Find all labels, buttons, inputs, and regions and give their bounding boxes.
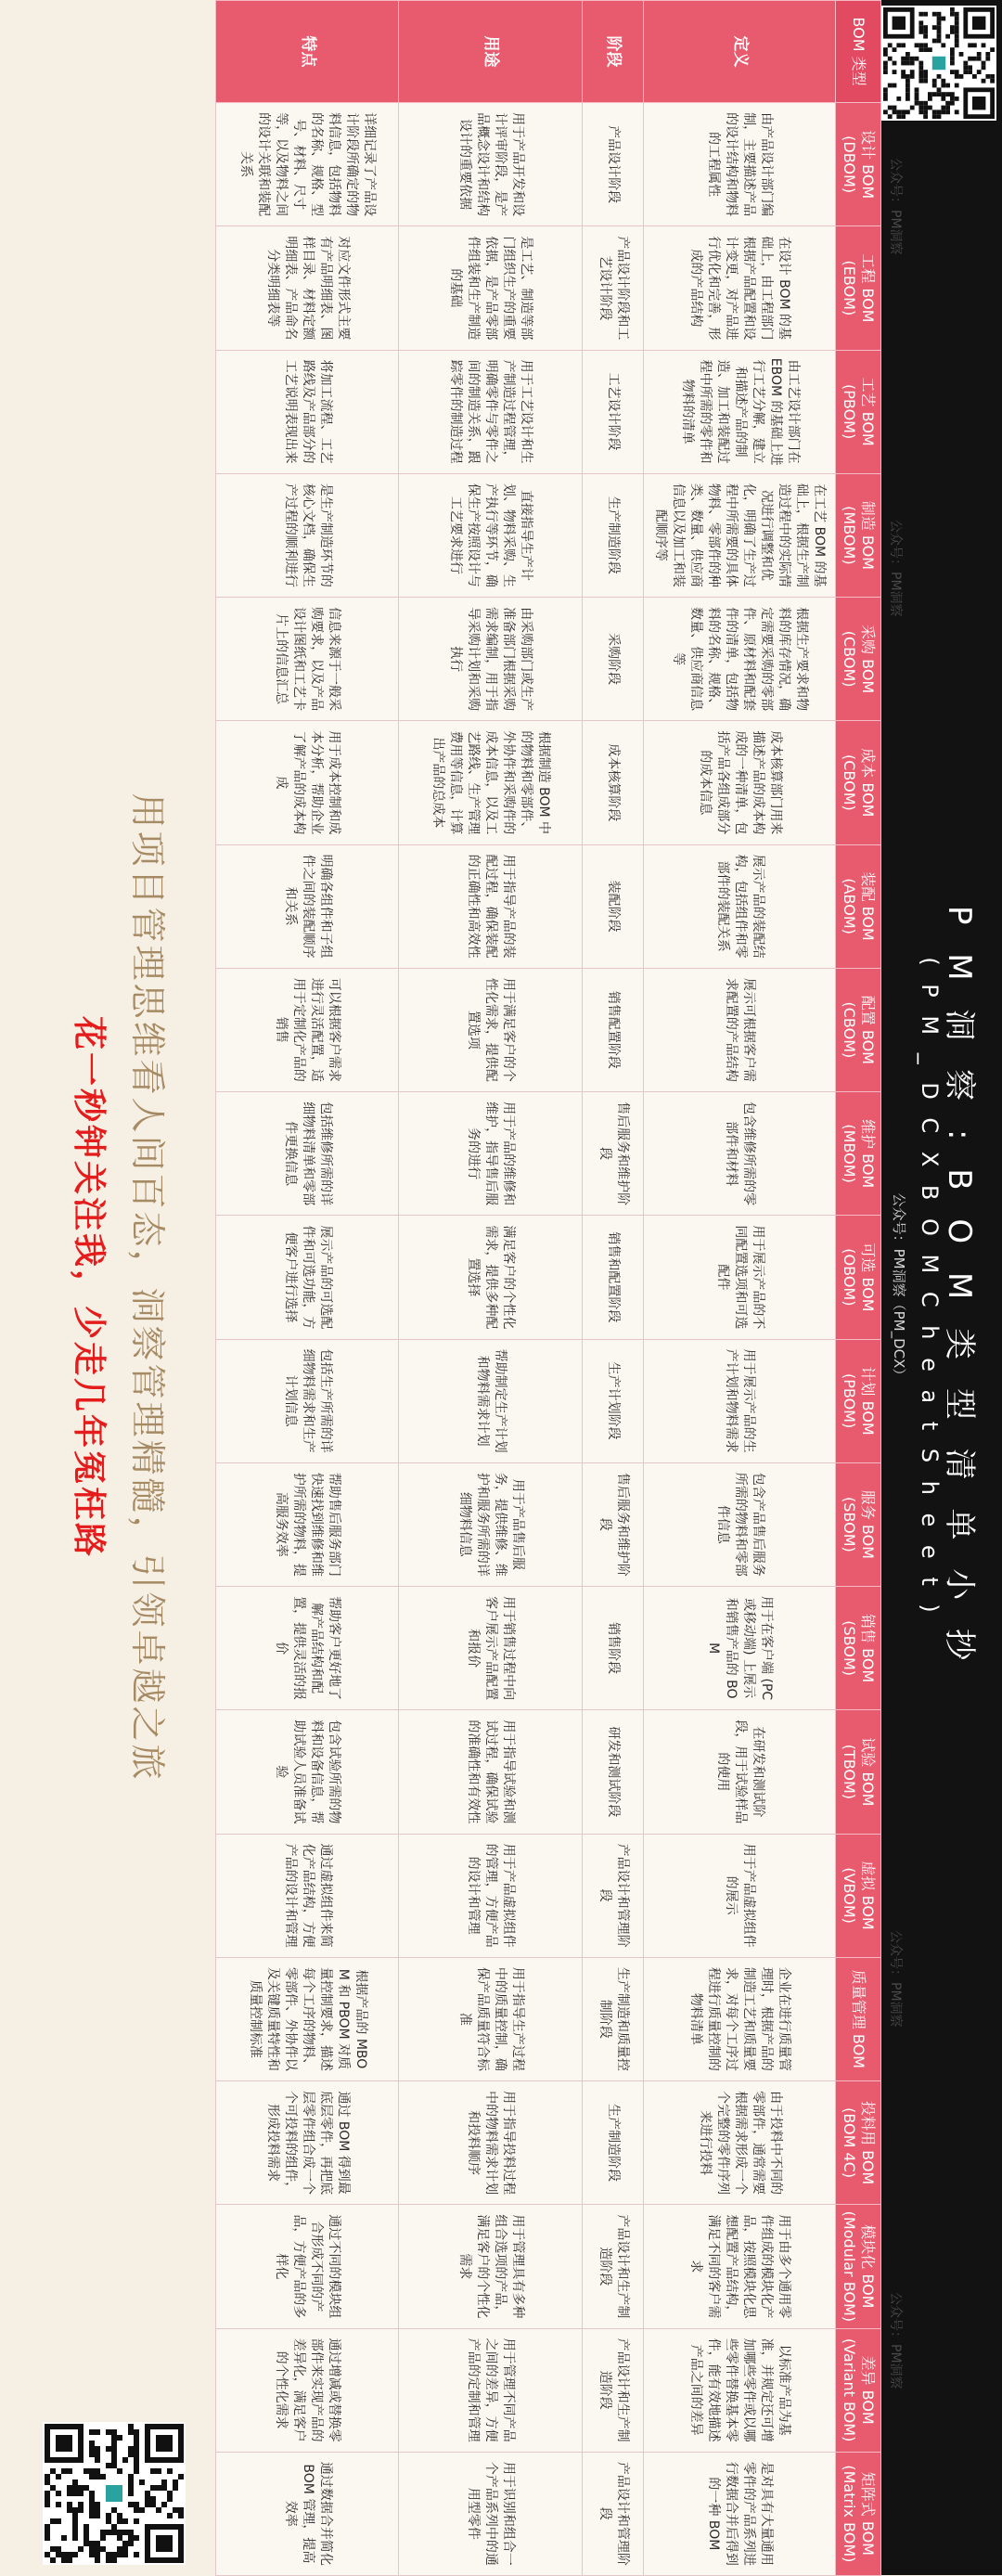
table-cell: 工艺设计阶段 [582, 350, 643, 473]
table-cell: 用于产品虚拟组件的展示 [644, 1834, 836, 1957]
table-cell: 由采购部门或生产准备部门根据采购需求编制，用于指导采购计划和采购执行 [399, 598, 582, 721]
table-row [644, 1, 836, 2576]
column-header: 销售 BOM (SBOM) [836, 1587, 881, 1710]
table-cell: 展示产品的装配结构，包括组件和零部件的装配关系 [644, 844, 836, 968]
column-header: 装配 BOM (ABOM) [836, 844, 881, 968]
table-cell: 用于满足客户的个性化需求，提供配置选项 [399, 968, 582, 1091]
table-cell: 用于管理具有多种组合选项的产品，满足客户的个性化需求 [399, 2205, 582, 2328]
column-header: 模块化 BOM (Modular BOM) [836, 2205, 881, 2328]
table-cell: 由工艺设计部门在 EBOM 的基础上进行工艺分解，建立和描述产品的制造、加工和装配过程中所需的零件和物料的清单 [644, 350, 836, 473]
table-cell: 通过增减或替换零部件来实现产品的差异化，满足客户的个性化需求 [216, 2328, 399, 2452]
table-cell: 用于指导产品的装配过程，确保装配的正确性和高效性 [399, 844, 582, 968]
table-cell: 在设计 BOM 的基础上，由工程部门根据产品配置和设计变更，对产品进行优化和完善，形成的产品结构 [644, 226, 836, 350]
table-cell: 帮助售后服务部门快速找到维修和维护所需的物料，提高服务效率 [216, 1462, 399, 1586]
slogan-main: 用项目管理思维看人间百态，洞察管理精髓，引领卓越之旅 [127, 792, 168, 1783]
watermark: 公众号：PM洞察 [888, 158, 903, 255]
table-cell: 用于管理不同产品之间的差异，方便产品的定制和管理 [399, 2328, 582, 2452]
table-cell: 用于由多个通用零件组成的模块化产品，按照模块化思想配置产品结构，满足不同的客户需求 [644, 2205, 836, 2328]
table-cell: 根据生产要求和物料的库存情况，确定需要采购的零部件、原材料和配套件的清单，包括物料的名称、规格、数量、供应商信息等 [644, 598, 836, 721]
table-cell: 帮助制定生产计划和物料需求计划 [399, 1339, 582, 1462]
table-cell: 销售和配置阶段 [582, 1216, 643, 1339]
table-cell: 用于销售过程中向客户展示产品配置和报价 [399, 1587, 582, 1710]
table-cell: 用于产品开发和设计评审阶段，是产品概念设计和结构设计的重要依据 [399, 103, 582, 226]
table-cell: 用于展示产品的生产计划和物料需求 [644, 1339, 836, 1462]
table-cell: 产品设计和管理阶段 [582, 2452, 643, 2575]
column-header: 配置 BOM (CBOM) [836, 968, 881, 1091]
column-header: 设计 BOM (DBOM) [836, 103, 881, 226]
column-header: 投料用 BOM (BOM 4C) [836, 2081, 881, 2205]
table-cell: 用于成本控制和成本分析，帮助企业了解产品的成本构成 [216, 721, 399, 844]
table-cell: 成本核算阶段 [582, 721, 643, 844]
row-header: 特点 [216, 1, 399, 103]
table-cell: 对应文件形式主要有产品明细表、图样目录、材料定额明细表、产品命名分类明细表等 [216, 226, 399, 350]
column-header: 采购 BOM (CBOM) [836, 598, 881, 721]
table-cell: 展示可根据客户需求配置的产品结构 [644, 968, 836, 1091]
table-cell: 产品设计阶段和工艺设计阶段 [582, 226, 643, 350]
table-cell: 在研发和测试阶段，用于试验样品的使用 [644, 1710, 836, 1834]
table-row [399, 1, 582, 2576]
table-cell: 用于产品售后服务，提供维修、维护和服务所需的详细物料信息 [399, 1462, 582, 1586]
table-cell: 装配阶段 [582, 844, 643, 968]
table-cell: 包含维修所需的零部件和材料 [644, 1092, 836, 1216]
table-cell: 生产制造阶段 [582, 2081, 643, 2205]
table-cell: 包括生产所需的详细物料需求和生产计划信息 [216, 1339, 399, 1462]
table-header-row [836, 1, 881, 2576]
table-cell: 是工艺、制造等部门组织生产的重要依据，是产品零部件组装和生产制造的基础 [399, 226, 582, 350]
table-cell: 是对具有大量通用零件的产品系列进行数据合并后得到的一种 BOM [644, 2452, 836, 2575]
table-cell: 用于产品虚拟组件的管理，方便产品的设计和管理 [399, 1834, 582, 1957]
table-cell: 用于指导生产过程中的质量控制，确保产品质量符合标准 [399, 1957, 582, 2080]
table-cell: 以标准产品为基准，并规定还可增加哪些零件或以哪些零件替换基本零件，能有效地描述产品之间的差异 [644, 2328, 836, 2452]
table-row [216, 1, 399, 2576]
column-header: 计划 BOM (PBOM) [836, 1339, 881, 1462]
table-cell: 用于产品的维修和维护，指导售后服务的进行 [399, 1092, 582, 1216]
table-cell: 用于工艺设计和生产制造过程管理，明确零件与零件之间的制造关系，跟踪零件的制造过程 [399, 350, 582, 473]
column-header: 维护 BOM (MBOM) [836, 1092, 881, 1216]
table-cell: 可以根据客户需求进行灵活配置，适用于定制化产品的销售 [216, 968, 399, 1091]
row-header: 用途 [399, 1, 582, 103]
table-cell: 用于在客户端 (PC 或移动端) 上展示和销售产品的 BOM [644, 1587, 836, 1710]
column-header: 制造 BOM (MBOM) [836, 473, 881, 597]
table-cell: 根据制造 BOM 中的物料和零部件、外协件和采购件的成本信息，以及工艺路线、生产管理费用等信息，计算出产品的总成本 [399, 721, 582, 844]
column-header: 虚拟 BOM (VBOM) [836, 1834, 881, 1957]
table-cell: 用于识别和组合一个产品系列中的通用型零件 [399, 2452, 582, 2575]
table-cell: 生产计划阶段 [582, 1339, 643, 1462]
table-cell: 展示产品的可选配件和可选功能，方便客户进行选择 [216, 1216, 399, 1339]
column-header: 工程 BOM (EBOM) [836, 226, 881, 350]
table-cell: 生产制造阶段 [582, 473, 643, 597]
row-header: 定义 [644, 1, 836, 103]
table-cell: 包括维修所需的详细物料清单和零部件更换信息 [216, 1092, 399, 1216]
qr-code-bottom [43, 2422, 186, 2565]
table-cell: 由于投料中不同的零部件，通常需要根据需求形成一个个完整的零件序列来进行投料 [644, 2081, 836, 2205]
column-header: 成本 BOM (CBOM) [836, 721, 881, 844]
table-cell: 满足客户的个性化需求，提供多种配置选择 [399, 1216, 582, 1339]
table-cell: 采购阶段 [582, 598, 643, 721]
table-cell: 根据产品的 MBOM 和 PBOM 对质量控制要求，描述每个工序的物料、零部件、外协件以及关键质量特性和质量控制标准 [216, 1957, 399, 2080]
table-cell: 产品设计和生产制造阶段 [582, 2328, 643, 2452]
column-header: 工艺 BOM (PBOM) [836, 350, 881, 473]
watermark: 公众号：PM洞察 [888, 520, 903, 617]
table-cell: 详细记录了产品设计阶段所确定的物料信息，包括物料的名称、规格、型号、材料、尺寸等，以及物料之间的设计关联和装配关系 [216, 103, 399, 226]
table-cell: 通过数据合并简化 BOM 管理，提高效率 [216, 2452, 399, 2575]
table-cell: 生产制造和质量控制阶段 [582, 1957, 643, 2080]
table-cell: 包含试验所需的物料和设备信息，帮助试验人员准备试验 [216, 1710, 399, 1834]
page-title: P M 洞 察 : B O M 类 型 清 单 小 抄 [941, 905, 978, 1670]
table-cell: 售后服务和维护阶段 [582, 1092, 643, 1216]
watermark: 公众号：PM洞察 [888, 1930, 903, 2028]
bom-type-table [215, 0, 881, 2576]
table-cell: 用于指导试验和测试过程，确保试验的准确性和有效性 [399, 1710, 582, 1834]
table-cell: 包含产品售后服务所需的物料和零部件信息 [644, 1462, 836, 1586]
watermark: 公众号：PM洞察 [888, 2292, 903, 2389]
row-header: 阶段 [582, 1, 643, 103]
table-cell: 售后服务和维护阶段 [582, 1462, 643, 1586]
table-cell: 产品设计和管理阶段 [582, 1834, 643, 1957]
table-cell: 通过虚拟组件来简化产品结构，方便产品的设计和管理 [216, 1834, 399, 1957]
table-cell: 由产品设计部门编制，主要描述产品的设计结构和物料的工程属性 [644, 103, 836, 226]
table-cell: 帮助客户更好地了解产品结构和配置，提供灵活的报价 [216, 1587, 399, 1710]
table-cell: 明确各组件和子组件之间的装配顺序和关系 [216, 844, 399, 968]
table-cell: 销售配置阶段 [582, 968, 643, 1091]
table-cell: 销售阶段 [582, 1587, 643, 1710]
table-cell: 企业在进行质量管理时，根据产品的制造工艺和质量要求，对每个工序过程进行质量控制的物料清单 [644, 1957, 836, 2080]
table-cell: 通过 BOM 得到最底层零件，再把底层零件组合成一个个可投料的组件，形成投料需求 [216, 2081, 399, 2205]
column-header: 可选 BOM (OBOM) [836, 1216, 881, 1339]
column-header: 试验 BOM (TBOM) [836, 1710, 881, 1834]
table-cell: 研发和测试阶段 [582, 1710, 643, 1834]
table-cell: 通过不同的模块组合形成不同的产品，方便产品的多样化 [216, 2205, 399, 2328]
qr-code-icon [45, 2424, 184, 2563]
table-cell: 成本核算部门用来描述产品的成本构成的一种清单，包括产品各组成部分的成本信息 [644, 721, 836, 844]
table-cell: 信息来源于一般采购要求，以及产品设计图纸和工艺卡片上的信息汇总 [216, 598, 399, 721]
account-label: 公众号：PM洞察（PM_DCX） [891, 1192, 907, 1383]
corner-header: BOM 类型 [836, 1, 881, 103]
table-cell: 产品设计阶段 [582, 103, 643, 226]
column-header: 矩阵式 BOM (Matrix BOM) [836, 2452, 881, 2575]
table-cell: 用于指导投料过程中的物料需求计划和投料顺序 [399, 2081, 582, 2205]
table-cell: 用于展示产品的不同配置选项和可选配件 [644, 1216, 836, 1339]
table-cell: 在工艺 BOM 的基础上，根据生产制造过程中的实际情况进行调整和优化，明确了生产过程中所需要的具体物料、零部件的种类、数量、供应商信息以及加工和装配顺序等 [644, 473, 836, 597]
table-cell: 将加工流程、工艺路线及产品部分的工艺说明表现出来 [216, 350, 399, 473]
column-header: 服务 BOM (SBOM) [836, 1462, 881, 1586]
page-subtitle: ( P M _ D C X B O M C h e a t S h e e t ) [917, 957, 943, 1618]
column-header: 质量管理 BOM [836, 1957, 881, 2080]
table-cell: 产品设计和生产制造阶段 [582, 2205, 643, 2328]
table-cell: 是生产制造环节的核心文档，确保生产过程的顺利进行 [216, 473, 399, 597]
slogan-cta: 花一秒钟关注我，少走几年冤枉路 [70, 1015, 108, 1559]
table-cell: 直接指导生产计划、物料采购、生产执行等环节，确保生产按照设计与工艺要求进行 [399, 473, 582, 597]
title-band [881, 0, 1002, 2575]
column-header: 差异 BOM (Variant BOM) [836, 2328, 881, 2452]
table-row [582, 1, 643, 2576]
